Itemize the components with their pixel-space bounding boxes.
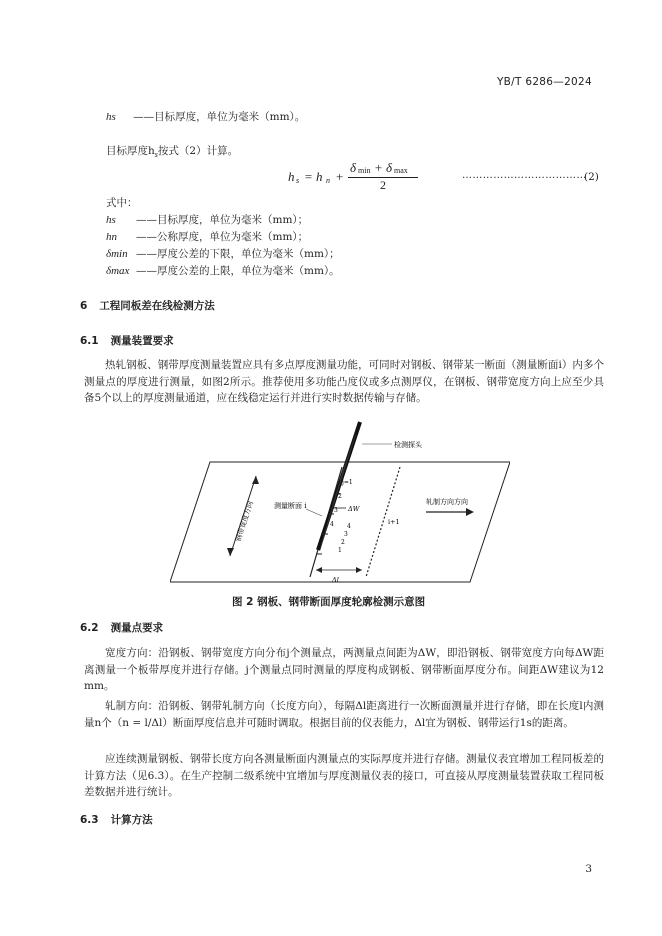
definition-hs bbox=[106, 110, 305, 124]
label-dl: Δl bbox=[332, 576, 339, 584]
section-leader bbox=[306, 509, 322, 516]
section-6-1-paragraph: 热轧钢板、钢带厚度测量装置应具有多点厚度测量功能，可同时对钢板、钢带某一断面（测量断面i）内多个测量点的厚度进行测量，如图2所示。推荐使用多功能凸度仪或多点测厚仪，在钢板、钢带宽度方向上应至少具备5个以上的厚度测量通道，应在线稳定运行并进行实时数据传输与存储。 bbox=[84, 359, 604, 404]
figure-2-caption: 图 2 钢板、钢带断面厚度轮廓检测示意图 bbox=[232, 596, 426, 608]
equation-number: (2) bbox=[584, 171, 599, 183]
label-width-direction: 钢带宽度方向 bbox=[234, 500, 255, 543]
where-item-hs: hs ——目标厚度，单位为毫米（mm）； bbox=[106, 214, 309, 226]
section-6-2-heading: 6.2 测量点要求 bbox=[80, 622, 164, 634]
label-rolling-direction: 轧制方向方向 bbox=[426, 498, 468, 506]
definition-hs-text: ——目标厚度，单位为毫米（mm）。 bbox=[133, 111, 306, 123]
label-dw: ΔW bbox=[348, 505, 360, 513]
where-item-hn: hn ——公称厚度，单位为毫米（mm）； bbox=[106, 231, 309, 243]
formula-intro: 目标厚度$h_s$按式（2）计算。 bbox=[106, 145, 239, 160]
label-b2: 2 bbox=[341, 539, 345, 546]
section-6-2-paragraph-1: 宽度方向：沿钢板、钢带宽度方向分布j个测量点，两测量点间距为ΔW，即沿钢板、钢带宽度方向每ΔW距离测量一个板带厚度并进行存储。j个测量点同时测量的厚度构成钢板、钢带断面厚度分布。间距ΔW建议为12 mm。 bbox=[84, 647, 604, 692]
section-6-2-paragraph-2: 轧制方向：沿钢板、钢带轧制方向（长度方向），每隔Δl距离进行一次断面测量并进行存储，即在长度l内测量n个（n = l/Δl）断面厚度信息并可随时调取。根据目前的仪表能力，Δl宜为钢板、钢带运行1s的距离。 bbox=[84, 700, 604, 729]
section-6-3-heading: 6.3 计算方法 bbox=[80, 814, 153, 826]
label-b4: 4 bbox=[347, 523, 351, 530]
standard-code: YB/T 6286—2024 bbox=[496, 76, 592, 88]
rolling-arrow-head bbox=[466, 508, 474, 516]
equation-leader: ……………………………… bbox=[462, 170, 587, 181]
label-i1: i+1 bbox=[388, 518, 400, 526]
label-j3: 3 bbox=[334, 507, 338, 514]
page-number: 3 bbox=[585, 863, 592, 875]
label-section-i: 测量断面 i bbox=[274, 502, 307, 510]
fraction-denominator: 2 bbox=[380, 178, 386, 192]
label-j2: 2 bbox=[338, 493, 342, 500]
width-arrow-head-top bbox=[252, 476, 259, 484]
where-item-dmin: δmin ——厚度公差的下限，单位为毫米（mm）； bbox=[106, 248, 340, 260]
section-6-heading: 6 工程同板差在线检测方法 bbox=[80, 300, 215, 312]
dl-arrow-head-left bbox=[316, 567, 322, 573]
where-item-dmax: δmax ——厚度公差的上限，单位为毫米（mm）。 bbox=[106, 265, 340, 277]
section-6-1-heading: 6.1 测量装置要求 bbox=[80, 335, 174, 347]
label-probe: 检测探头 bbox=[394, 441, 422, 449]
label-b3: 3 bbox=[344, 531, 348, 538]
width-arrow-head-bottom bbox=[227, 548, 234, 556]
label-j1: j=1 bbox=[342, 479, 353, 486]
symbol-hs: hs bbox=[106, 111, 116, 123]
equation-fraction bbox=[348, 160, 418, 193]
fraction-numerator: δ min + δ max bbox=[350, 160, 408, 175]
figure-2-diagram bbox=[170, 412, 510, 592]
label-b1: 1 bbox=[338, 547, 342, 554]
dl-arrow-head-right bbox=[356, 567, 362, 573]
label-j4: 4 bbox=[330, 521, 334, 528]
where-label: 式中： bbox=[106, 197, 138, 209]
section-6-2-paragraph-3: 应连续测量钢板、钢带长度方向各测量断面内测量点的实际厚度并进行存储。测量仪表宜增加工程同板差的计算方法（见6.3）。在生产控制二级系统中宜增加与厚度测量仪表的接口，可直接从厚度测量装置获取工程同板差数据并进行统计。 bbox=[84, 753, 604, 798]
